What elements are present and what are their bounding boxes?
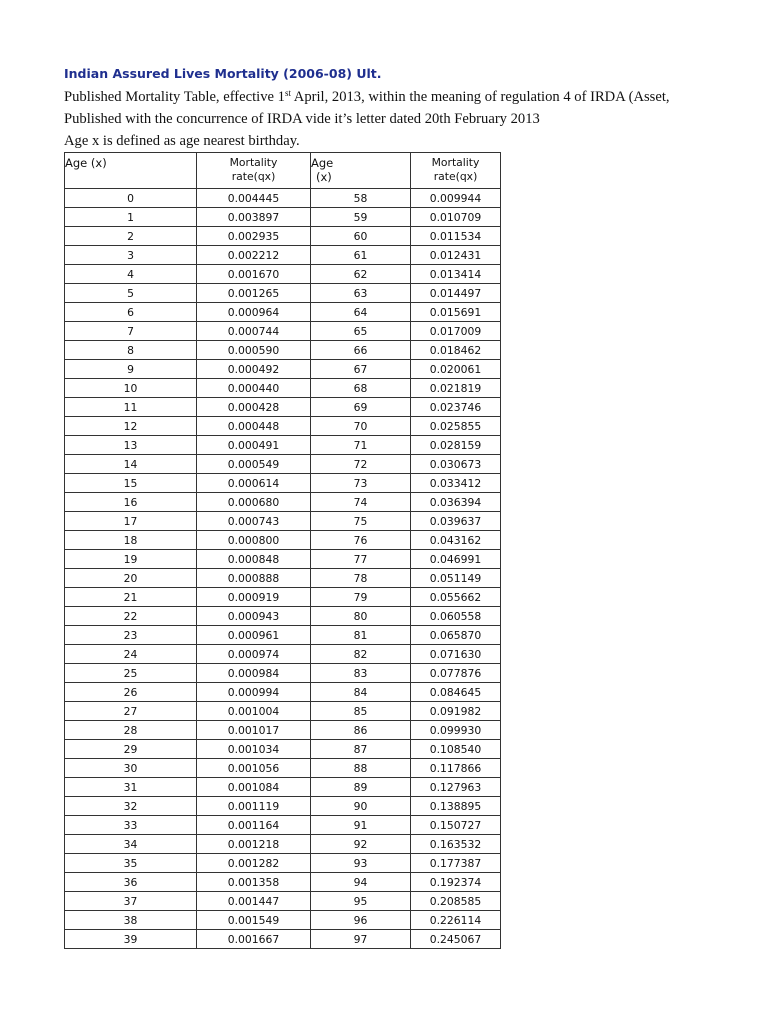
table-row: [65, 493, 501, 512]
age-right-cell: 91: [311, 816, 411, 835]
age-right-cell: 71: [311, 436, 411, 455]
intro-line-1: [64, 86, 754, 108]
age-right-cell: 94: [311, 873, 411, 892]
rate-left-cell: 0.000943: [197, 607, 311, 626]
table-row: [65, 740, 501, 759]
table-row: [65, 626, 501, 645]
ordinal-suffix: st: [284, 88, 291, 98]
rate-right-cell: 0.192374: [411, 873, 501, 892]
age-right-cell: 72: [311, 455, 411, 474]
rate-left-cell: 0.000680: [197, 493, 311, 512]
age-left-cell: 29: [65, 740, 197, 759]
rate-left-cell: 0.001282: [197, 854, 311, 873]
age-right-cell: 97: [311, 930, 411, 949]
age-left-cell: 37: [65, 892, 197, 911]
rate-left-cell: 0.000744: [197, 322, 311, 341]
age-left-cell: 25: [65, 664, 197, 683]
table-row: [65, 778, 501, 797]
age-right-cell: 81: [311, 626, 411, 645]
header-rate-left: [197, 153, 311, 189]
header-rate-left-line1: Mortality: [229, 156, 278, 169]
header-age-left: [65, 153, 197, 189]
table-row: [65, 835, 501, 854]
rate-right-cell: 0.039637: [411, 512, 501, 531]
table-row: [65, 911, 501, 930]
rate-left-cell: 0.000974: [197, 645, 311, 664]
table-row: [65, 607, 501, 626]
rate-left-cell: 0.004445: [197, 189, 311, 208]
table-row: [65, 284, 501, 303]
rate-left-cell: 0.000440: [197, 379, 311, 398]
rate-right-cell: 0.127963: [411, 778, 501, 797]
document-page: [64, 66, 754, 949]
table-row: [65, 645, 501, 664]
age-right-cell: 90: [311, 797, 411, 816]
rate-right-cell: 0.055662: [411, 588, 501, 607]
intro-line-2: Published with the concurrence of IRDA vide it’s letter dated 20th February 2013: [64, 111, 540, 127]
age-right-cell: 74: [311, 493, 411, 512]
age-right-cell: 77: [311, 550, 411, 569]
table-row: [65, 531, 501, 550]
rate-right-cell: 0.084645: [411, 683, 501, 702]
rate-left-cell: 0.000492: [197, 360, 311, 379]
age-left-cell: 35: [65, 854, 197, 873]
header-age-right: [311, 153, 411, 189]
age-right-cell: 67: [311, 360, 411, 379]
age-left-cell: 4: [65, 265, 197, 284]
rate-right-cell: 0.108540: [411, 740, 501, 759]
age-right-cell: 63: [311, 284, 411, 303]
age-right-cell: 64: [311, 303, 411, 322]
rate-right-cell: 0.077876: [411, 664, 501, 683]
age-right-cell: 68: [311, 379, 411, 398]
header-age-right-line1: Age: [311, 156, 334, 170]
rate-left-cell: 0.001549: [197, 911, 311, 930]
rate-right-cell: 0.245067: [411, 930, 501, 949]
rate-right-cell: 0.017009: [411, 322, 501, 341]
table-row: [65, 873, 501, 892]
table-row: [65, 360, 501, 379]
rate-right-cell: 0.071630: [411, 645, 501, 664]
rate-right-cell: 0.051149: [411, 569, 501, 588]
age-left-cell: 33: [65, 816, 197, 835]
table-row: [65, 569, 501, 588]
table-row: [65, 436, 501, 455]
document-title: Indian Assured Lives Mortality (2006-08) Ult.: [64, 66, 382, 81]
header-rate-right: [411, 153, 501, 189]
rate-right-cell: 0.015691: [411, 303, 501, 322]
age-right-cell: 84: [311, 683, 411, 702]
age-right-cell: 69: [311, 398, 411, 417]
age-right-cell: 73: [311, 474, 411, 493]
mortality-table: [64, 152, 501, 949]
age-left-cell: 18: [65, 531, 197, 550]
age-right-cell: 76: [311, 531, 411, 550]
age-left-cell: 27: [65, 702, 197, 721]
age-right-cell: 80: [311, 607, 411, 626]
age-right-cell: 79: [311, 588, 411, 607]
age-left-cell: 28: [65, 721, 197, 740]
age-right-cell: 61: [311, 246, 411, 265]
rate-left-cell: 0.000961: [197, 626, 311, 645]
age-left-cell: 6: [65, 303, 197, 322]
rate-right-cell: 0.163532: [411, 835, 501, 854]
age-left-cell: 31: [65, 778, 197, 797]
table-row: [65, 702, 501, 721]
table-row: [65, 417, 501, 436]
age-left-cell: 38: [65, 911, 197, 930]
intro-line-1-text: Published Mortality Table, effective 1: [64, 89, 285, 105]
rate-left-cell: 0.001670: [197, 265, 311, 284]
table-row: [65, 265, 501, 284]
age-left-cell: 15: [65, 474, 197, 493]
table-row: [65, 322, 501, 341]
age-left-cell: 22: [65, 607, 197, 626]
age-right-cell: 70: [311, 417, 411, 436]
age-right-cell: 93: [311, 854, 411, 873]
rate-right-cell: 0.150727: [411, 816, 501, 835]
age-left-cell: 14: [65, 455, 197, 474]
rate-right-cell: 0.060558: [411, 607, 501, 626]
rate-left-cell: 0.000743: [197, 512, 311, 531]
rate-left-cell: 0.001447: [197, 892, 311, 911]
table-row: [65, 398, 501, 417]
age-right-cell: 60: [311, 227, 411, 246]
table-row: [65, 227, 501, 246]
rate-left-cell: 0.001056: [197, 759, 311, 778]
age-left-cell: 21: [65, 588, 197, 607]
table-row: [65, 759, 501, 778]
rate-left-cell: 0.001358: [197, 873, 311, 892]
header-age-left-label: Age (x): [65, 156, 107, 170]
age-left-cell: 5: [65, 284, 197, 303]
age-left-cell: 16: [65, 493, 197, 512]
rate-right-cell: 0.014497: [411, 284, 501, 303]
age-left-cell: 9: [65, 360, 197, 379]
header-age-right-line2: (x): [316, 170, 332, 184]
age-left-cell: 34: [65, 835, 197, 854]
header-rate-right-line1: Mortality: [431, 156, 480, 169]
rate-right-cell: 0.117866: [411, 759, 501, 778]
age-right-cell: 82: [311, 645, 411, 664]
rate-right-cell: 0.046991: [411, 550, 501, 569]
intro-line-3: Age x is defined as age nearest birthday.: [64, 133, 300, 149]
rate-right-cell: 0.091982: [411, 702, 501, 721]
rate-right-cell: 0.020061: [411, 360, 501, 379]
header-rate-left-line2: rate(qx): [231, 170, 276, 183]
rate-left-cell: 0.001017: [197, 721, 311, 740]
rate-right-cell: 0.226114: [411, 911, 501, 930]
table-row: [65, 474, 501, 493]
rate-left-cell: 0.000984: [197, 664, 311, 683]
table-row: [65, 854, 501, 873]
table-row: [65, 797, 501, 816]
header-rate-right-line2: rate(qx): [433, 170, 478, 183]
age-left-cell: 12: [65, 417, 197, 436]
age-right-cell: 66: [311, 341, 411, 360]
age-left-cell: 7: [65, 322, 197, 341]
rate-right-cell: 0.011534: [411, 227, 501, 246]
rate-left-cell: 0.001119: [197, 797, 311, 816]
table-row: [65, 455, 501, 474]
age-left-cell: 23: [65, 626, 197, 645]
rate-right-cell: 0.025855: [411, 417, 501, 436]
age-left-cell: 32: [65, 797, 197, 816]
table-row: [65, 208, 501, 227]
rate-left-cell: 0.002212: [197, 246, 311, 265]
age-right-cell: 58: [311, 189, 411, 208]
age-left-cell: 39: [65, 930, 197, 949]
table-row: [65, 303, 501, 322]
table-row: [65, 379, 501, 398]
rate-right-cell: 0.021819: [411, 379, 501, 398]
age-right-cell: 88: [311, 759, 411, 778]
age-right-cell: 95: [311, 892, 411, 911]
rate-left-cell: 0.000491: [197, 436, 311, 455]
rate-left-cell: 0.000590: [197, 341, 311, 360]
age-left-cell: 11: [65, 398, 197, 417]
age-left-cell: 36: [65, 873, 197, 892]
age-right-cell: 59: [311, 208, 411, 227]
rate-left-cell: 0.001667: [197, 930, 311, 949]
rate-left-cell: 0.000888: [197, 569, 311, 588]
age-right-cell: 92: [311, 835, 411, 854]
rate-left-cell: 0.001218: [197, 835, 311, 854]
age-right-cell: 83: [311, 664, 411, 683]
rate-left-cell: 0.000614: [197, 474, 311, 493]
age-left-cell: 17: [65, 512, 197, 531]
rate-right-cell: 0.028159: [411, 436, 501, 455]
table-row: [65, 550, 501, 569]
rate-left-cell: 0.000919: [197, 588, 311, 607]
age-left-cell: 30: [65, 759, 197, 778]
table-row: [65, 588, 501, 607]
age-right-cell: 78: [311, 569, 411, 588]
rate-left-cell: 0.000994: [197, 683, 311, 702]
table-row: [65, 189, 501, 208]
rate-right-cell: 0.043162: [411, 531, 501, 550]
rate-left-cell: 0.003897: [197, 208, 311, 227]
rate-right-cell: 0.009944: [411, 189, 501, 208]
age-left-cell: 19: [65, 550, 197, 569]
table-row: [65, 246, 501, 265]
rate-left-cell: 0.001265: [197, 284, 311, 303]
rate-left-cell: 0.000428: [197, 398, 311, 417]
table-row: [65, 892, 501, 911]
rate-right-cell: 0.018462: [411, 341, 501, 360]
rate-right-cell: 0.023746: [411, 398, 501, 417]
rate-left-cell: 0.000448: [197, 417, 311, 436]
rate-left-cell: 0.002935: [197, 227, 311, 246]
table-row: [65, 816, 501, 835]
rate-right-cell: 0.030673: [411, 455, 501, 474]
age-left-cell: 26: [65, 683, 197, 702]
rate-right-cell: 0.099930: [411, 721, 501, 740]
table-header-row: [65, 153, 501, 189]
rate-left-cell: 0.001034: [197, 740, 311, 759]
rate-right-cell: 0.177387: [411, 854, 501, 873]
age-right-cell: 89: [311, 778, 411, 797]
age-right-cell: 86: [311, 721, 411, 740]
rate-left-cell: 0.000549: [197, 455, 311, 474]
age-left-cell: 10: [65, 379, 197, 398]
age-left-cell: 2: [65, 227, 197, 246]
age-left-cell: 0: [65, 189, 197, 208]
rate-right-cell: 0.138895: [411, 797, 501, 816]
table-body: [65, 189, 501, 949]
intro-line-1-rest: April, 2013, within the meaning of regulation 4 of IRDA (Asset,: [290, 89, 670, 105]
rate-left-cell: 0.001164: [197, 816, 311, 835]
table-row: [65, 721, 501, 740]
age-right-cell: 85: [311, 702, 411, 721]
age-right-cell: 87: [311, 740, 411, 759]
rate-right-cell: 0.208585: [411, 892, 501, 911]
table-row: [65, 664, 501, 683]
age-left-cell: 13: [65, 436, 197, 455]
rate-left-cell: 0.001004: [197, 702, 311, 721]
rate-left-cell: 0.001084: [197, 778, 311, 797]
rate-right-cell: 0.065870: [411, 626, 501, 645]
table-row: [65, 930, 501, 949]
age-right-cell: 62: [311, 265, 411, 284]
age-left-cell: 1: [65, 208, 197, 227]
age-right-cell: 75: [311, 512, 411, 531]
age-right-cell: 65: [311, 322, 411, 341]
rate-left-cell: 0.000800: [197, 531, 311, 550]
rate-right-cell: 0.013414: [411, 265, 501, 284]
rate-right-cell: 0.012431: [411, 246, 501, 265]
age-left-cell: 8: [65, 341, 197, 360]
rate-left-cell: 0.000848: [197, 550, 311, 569]
age-left-cell: 20: [65, 569, 197, 588]
table-row: [65, 341, 501, 360]
rate-left-cell: 0.000964: [197, 303, 311, 322]
table-row: [65, 683, 501, 702]
rate-right-cell: 0.033412: [411, 474, 501, 493]
table-row: [65, 512, 501, 531]
rate-right-cell: 0.036394: [411, 493, 501, 512]
age-left-cell: 3: [65, 246, 197, 265]
rate-right-cell: 0.010709: [411, 208, 501, 227]
age-left-cell: 24: [65, 645, 197, 664]
age-right-cell: 96: [311, 911, 411, 930]
